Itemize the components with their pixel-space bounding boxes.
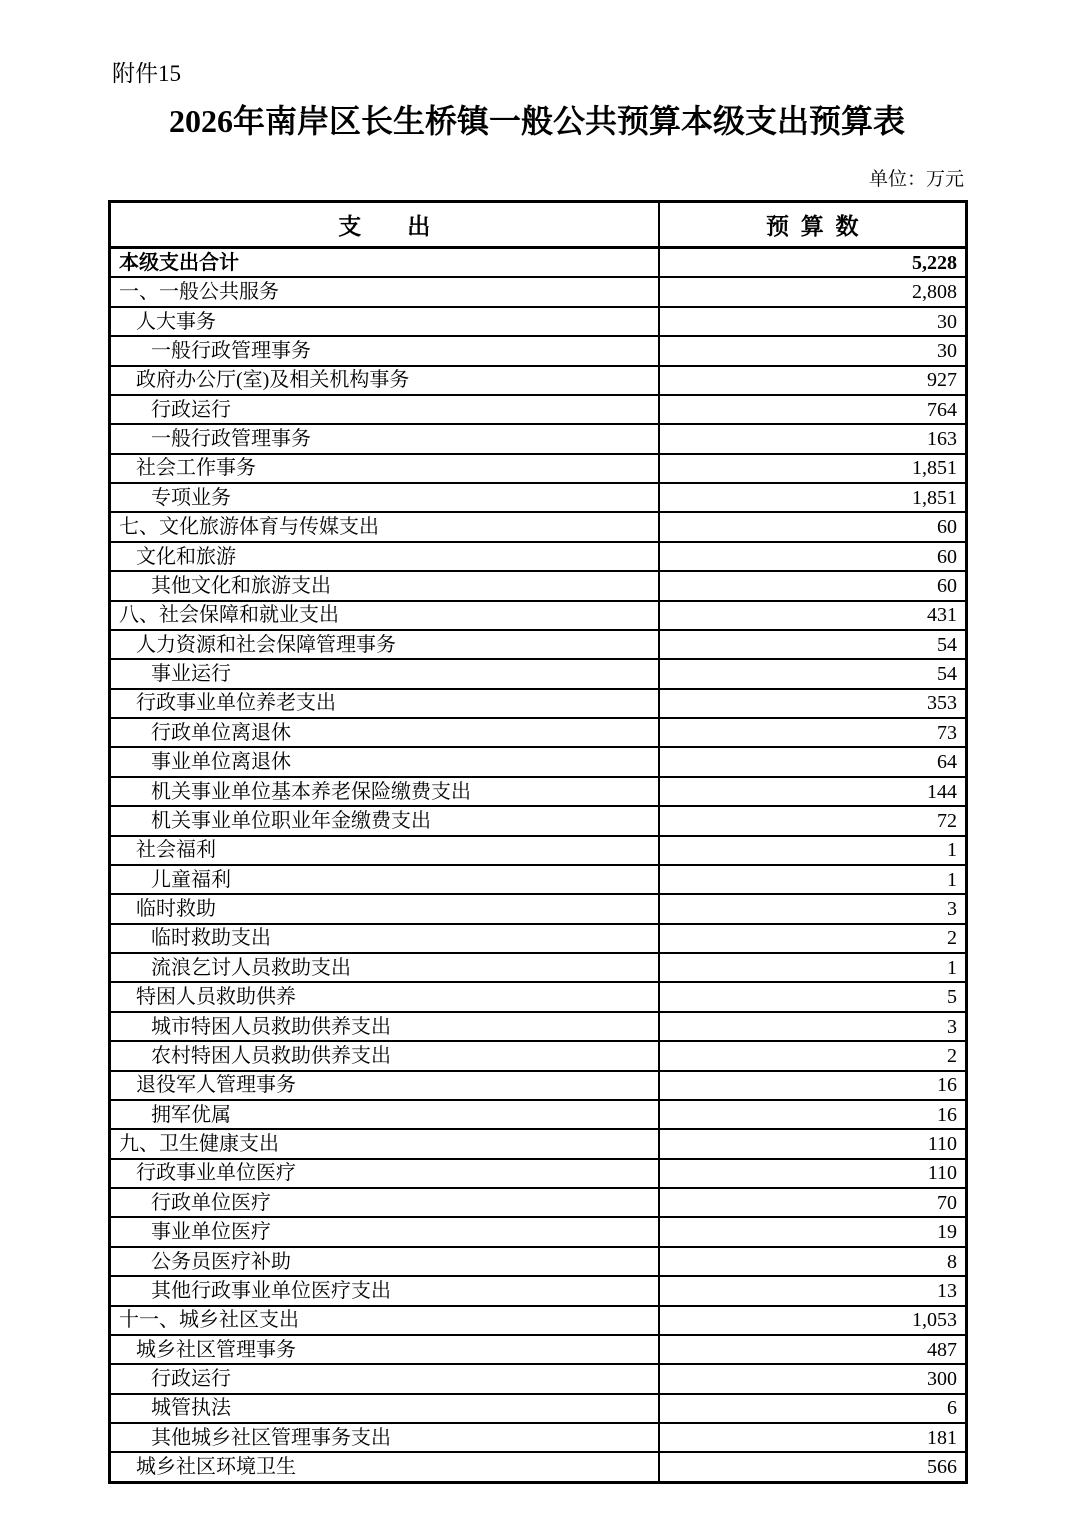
row-label-cell: 城乡社区环境卫生 [110,1452,659,1482]
row-label-cell: 临时救助支出 [110,924,659,953]
row-value-cell: 2 [659,1041,967,1070]
row-label-cell: 一、一般公共服务 [110,277,659,306]
table-row [110,718,967,747]
row-value-cell: 19 [659,1217,967,1246]
row-label-cell: 事业单位医疗 [110,1217,659,1246]
row-label-cell: 行政事业单位医疗 [110,1159,659,1188]
table-row [110,924,967,953]
row-label-cell: 退役军人管理事务 [110,1071,659,1100]
row-label-cell: 其他城乡社区管理事务支出 [110,1423,659,1452]
row-value-cell: 1,053 [659,1306,967,1335]
table-row [110,1129,967,1158]
row-label-cell: 一般行政管理事务 [110,336,659,365]
row-value-cell: 30 [659,336,967,365]
row-label-cell: 事业单位离退休 [110,747,659,776]
row-label-cell: 行政单位离退休 [110,718,659,747]
row-value-cell: 2,808 [659,277,967,306]
table-row [110,1041,967,1070]
row-label-cell: 行政运行 [110,395,659,424]
row-value-cell: 110 [659,1159,967,1188]
table-row [110,1364,967,1393]
row-label-cell: 流浪乞讨人员救助支出 [110,953,659,982]
table-row [110,542,967,571]
table-row [110,483,967,512]
row-value-cell: 5,228 [659,248,967,278]
row-value-cell: 60 [659,571,967,600]
row-label-cell: 儿童福利 [110,865,659,894]
row-value-cell: 163 [659,424,967,453]
row-label-cell: 事业运行 [110,659,659,688]
row-value-cell: 353 [659,689,967,718]
row-value-cell: 764 [659,395,967,424]
table-row [110,512,967,541]
table-header-expenditure: 支 出 [110,202,659,248]
page-title: 2026年南岸区长生桥镇一般公共预算本级支出预算表 [168,103,905,139]
row-value-cell: 70 [659,1188,967,1217]
unit-label: 单位：万元 [868,169,964,190]
row-value-cell: 64 [659,747,967,776]
row-label-cell: 机关事业单位职业年金缴费支出 [110,806,659,835]
table-row [110,336,967,365]
table-row [110,1100,967,1129]
row-label-cell: 十一、城乡社区支出 [110,1306,659,1335]
table-row [110,277,967,306]
row-value-cell: 8 [659,1247,967,1276]
table-row [110,1159,967,1188]
table-row [110,1217,967,1246]
row-value-cell: 144 [659,777,967,806]
table-row [110,836,967,865]
table-row [110,1306,967,1335]
row-label-cell: 城市特困人员救助供养支出 [110,1012,659,1041]
row-value-cell: 16 [659,1071,967,1100]
budget-table [108,200,968,1484]
row-label-cell: 机关事业单位基本养老保险缴费支出 [110,777,659,806]
row-value-cell: 110 [659,1129,967,1158]
row-value-cell: 54 [659,659,967,688]
table-row [110,366,967,395]
row-label-cell: 政府办公厅(室)及相关机构事务 [110,366,659,395]
row-value-cell: 1 [659,865,967,894]
row-value-cell: 60 [659,512,967,541]
row-value-cell: 1,851 [659,483,967,512]
row-value-cell: 1,851 [659,454,967,483]
row-label-cell: 文化和旅游 [110,542,659,571]
row-value-cell: 487 [659,1335,967,1364]
table-row [110,747,967,776]
table-row [110,865,967,894]
table-header-budget: 预 算 数 [659,202,967,248]
row-label-cell: 人力资源和社会保障管理事务 [110,630,659,659]
row-value-cell: 60 [659,542,967,571]
table-row [110,777,967,806]
row-value-cell: 927 [659,366,967,395]
table-row [110,1452,967,1482]
table-row [110,1276,967,1305]
table-row [110,424,967,453]
row-label-cell: 本级支出合计 [110,248,659,278]
row-label-cell: 行政事业单位养老支出 [110,689,659,718]
table-row [110,1394,967,1423]
table-row [110,1188,967,1217]
attachment-label: 附件15 [112,61,181,86]
row-label-cell: 一般行政管理事务 [110,424,659,453]
row-value-cell: 431 [659,601,967,630]
row-value-cell: 30 [659,307,967,336]
row-label-cell: 其他文化和旅游支出 [110,571,659,600]
row-value-cell: 5 [659,982,967,1011]
row-value-cell: 300 [659,1364,967,1393]
table-row [110,454,967,483]
table-row [110,953,967,982]
row-label-cell: 行政运行 [110,1364,659,1393]
row-value-cell: 566 [659,1452,967,1482]
table-row [110,307,967,336]
table-row [110,806,967,835]
row-value-cell: 73 [659,718,967,747]
row-label-cell: 临时救助 [110,894,659,923]
row-label-cell: 社会工作事务 [110,454,659,483]
row-value-cell: 13 [659,1276,967,1305]
row-value-cell: 181 [659,1423,967,1452]
row-value-cell: 1 [659,836,967,865]
table-row [110,1247,967,1276]
table-row [110,894,967,923]
table-row [110,1423,967,1452]
row-value-cell: 54 [659,630,967,659]
table-row [110,601,967,630]
row-label-cell: 城管执法 [110,1394,659,1423]
table-row [110,395,967,424]
row-label-cell: 社会福利 [110,836,659,865]
row-value-cell: 6 [659,1394,967,1423]
table-row [110,1071,967,1100]
row-label-cell: 八、社会保障和就业支出 [110,601,659,630]
table-row [110,982,967,1011]
row-value-cell: 2 [659,924,967,953]
table-row [110,689,967,718]
row-label-cell: 行政单位医疗 [110,1188,659,1217]
row-label-cell: 城乡社区管理事务 [110,1335,659,1364]
row-label-cell: 人大事务 [110,307,659,336]
budget-table-header [110,202,967,248]
row-label-cell: 七、文化旅游体育与传媒支出 [110,512,659,541]
row-value-cell: 72 [659,806,967,835]
row-label-cell: 拥军优属 [110,1100,659,1129]
header-row [110,202,967,248]
budget-table-body [110,248,967,1483]
table-row [110,1335,967,1364]
table-row [110,571,967,600]
row-label-cell: 专项业务 [110,483,659,512]
table-row [110,659,967,688]
row-value-cell: 3 [659,894,967,923]
row-label-cell: 其他行政事业单位医疗支出 [110,1276,659,1305]
table-row [110,248,967,278]
row-value-cell: 16 [659,1100,967,1129]
row-label-cell: 公务员医疗补助 [110,1247,659,1276]
row-label-cell: 九、卫生健康支出 [110,1129,659,1158]
table-row [110,1012,967,1041]
row-value-cell: 1 [659,953,967,982]
row-label-cell: 特困人员救助供养 [110,982,659,1011]
row-label-cell: 农村特困人员救助供养支出 [110,1041,659,1070]
row-value-cell: 3 [659,1012,967,1041]
table-row [110,630,967,659]
